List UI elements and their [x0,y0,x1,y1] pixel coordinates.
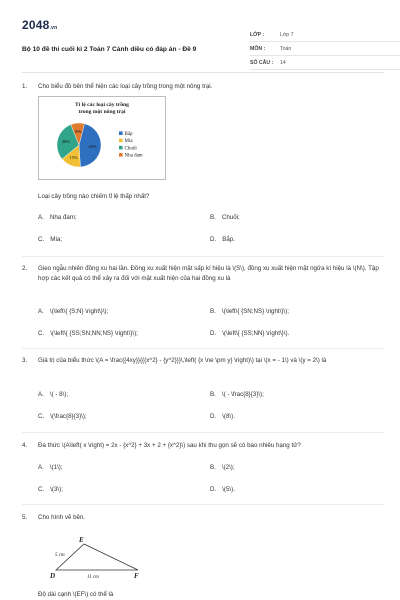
chart-title-line1: Tỉ lệ các loại cây trồng [75,102,129,108]
option-letter: A. [38,391,44,398]
question-text: Cho hình vẽ bên. [38,514,86,521]
page-title: Bộ 10 đề thi cuối kì 2 Toán 7 Cánh diều có đáp án - Đề 9 [22,46,197,53]
meta-row-subject [250,42,400,56]
meta-key: SỐ CÂU : [250,59,274,66]
legend-label-2: Chuối [124,146,137,152]
question-subtext: Độ dài cạnh \(EF\) có thể là [38,591,114,598]
question-text: Gieo ngẫu nhiên đồng xu hai lần. Đồng xu xuất hiện mặt sấp kí hiệu là \(S\), đồng xu xuất hiện mặt ngửa kí hiệu là \(N\). Tập hợp các kết quả có thể xảy ra đối với mặt xuất hiện của hai đồng xu là [38,265,379,282]
logo-text: 2048 [22,18,50,32]
site-logo[interactable] [22,18,57,32]
triangle-figure [46,534,156,584]
question-number: 2. [22,265,28,272]
option-text: \(5\). [222,486,235,493]
option-letter: A. [38,464,44,471]
option-letter: B. [210,464,216,471]
option-text: \(8\). [222,413,235,420]
question-4 [22,441,382,451]
option-text: Bắp. [222,236,235,243]
question-subtext: Loại cây trồng nào chiếm tỉ lệ thấp nhất? [38,193,150,200]
meta-value: 14 [280,59,286,66]
option-letter: D. [210,236,217,243]
header [22,14,384,80]
option-text: Chuối; [221,214,240,221]
question-text: Cho biểu đồ bên thể hiện các loại cây trồng trong một nông trại. [38,83,213,90]
question-number: 5. [22,514,28,521]
option-text: \( - 8\); [49,391,69,398]
option-text: Mía; [50,236,63,243]
pie-data-label-0: 45% [88,143,97,149]
option-letter: C. [38,413,45,420]
option-text: \(\left\{ {SS;SN;NN;NS} \right\}\); [50,330,138,337]
option-letter: C. [38,486,45,493]
meta-key: MÔN : [250,45,266,52]
option-letter: D. [210,413,217,420]
logo-suffix: .vn [49,25,58,31]
option-letter: D. [210,486,217,493]
option-text: \(\left\{ {SS;NN} \right\}\). [222,330,290,337]
legend-swatch-0 [119,131,123,135]
question-1-sub [22,192,382,202]
option-letter: C. [38,330,45,337]
option-b[interactable] [210,391,264,398]
question-2 [22,264,382,283]
option-a[interactable] [38,464,63,471]
option-d[interactable] [210,486,235,493]
question-1 [22,82,382,92]
triangle-def [56,544,138,570]
vertex-f-label: F [134,572,139,580]
question-separator [22,432,384,433]
option-c[interactable] [38,486,63,493]
option-b[interactable] [210,214,240,221]
vertex-d-label: D [50,572,56,580]
question-3 [22,356,382,366]
question-number: 3. [22,357,28,364]
option-letter: A. [38,214,44,221]
option-d[interactable] [210,236,235,243]
question-number: 4. [22,442,28,449]
option-letter: B. [210,308,216,315]
question-text: Giá trị của biểu thức \(A = \frac{{4xy}}{{{x^2} - {y^2}}}\,\left( {x \ne \pm y} \right)\) tại \(x = - 1\) và \(y = 2\) là [38,357,327,364]
option-text: \(2\); [221,464,235,471]
question-5-sub [22,590,382,600]
pie-chart-svg [39,97,165,179]
legend-swatch-2 [119,146,123,150]
option-a[interactable] [38,308,108,315]
legend-swatch-3 [119,153,123,157]
option-text: \(1\); [49,464,63,471]
option-d[interactable] [210,413,235,420]
question-separator [22,504,384,505]
option-c[interactable] [38,330,138,337]
question-5 [22,513,382,523]
question-text: Đa thức \(A\left( x \right) = 2x - {x^2} + 3x + 2 + {x^2}\) sau khi thu gọn sẽ có bao nhiêu hạng tử? [38,442,301,449]
option-text: \(\left\{ {SN;NS} \right\}\); [221,308,289,315]
question-separator [22,256,384,257]
question-separator [22,348,384,349]
option-a[interactable] [38,214,77,221]
option-letter: B. [210,214,216,221]
legend-swatch-1 [119,139,123,143]
option-b[interactable] [210,308,289,315]
option-text: \( - \frac{8}{3}\); [221,391,264,398]
meta-key: LỚP : [250,31,265,38]
pie-data-label-1: 15% [69,155,78,161]
legend-label-0: Bắp [124,132,133,137]
option-letter: C. [38,236,45,243]
pie-chart [38,96,166,180]
legend-label-1: Mía [124,139,133,145]
chart-title-line2: trong một nông trại [78,109,126,115]
option-d[interactable] [210,330,289,337]
pie-data-label-2: 30% [61,139,70,145]
meta-row-count [250,56,400,70]
vertex-e-label: E [79,536,84,544]
option-letter: A. [38,308,44,315]
option-letter: D. [210,330,217,337]
meta-row-class [250,28,400,42]
option-a[interactable] [38,391,68,398]
option-text: \(\frac{8}{3}\); [50,413,87,420]
option-letter: B. [210,391,216,398]
legend-label-3: Nha đam [124,153,143,159]
side-df-label: 11 cm [87,575,99,580]
option-text: \(\left\{ {S;N} \right\}\); [49,308,109,315]
side-de-label: 5 cm [55,553,65,558]
header-divider [22,72,384,73]
pie-data-label-3: 10% [74,128,83,134]
question-number: 1. [22,83,28,90]
option-c[interactable] [38,413,87,420]
meta-value: Lớp 7 [280,31,294,38]
meta-value: Toán [280,45,292,52]
option-b[interactable] [210,464,235,471]
option-text: Nha đam; [49,214,77,221]
meta-table [250,28,400,70]
option-text: \(3\); [50,486,63,493]
option-c[interactable] [38,236,62,243]
